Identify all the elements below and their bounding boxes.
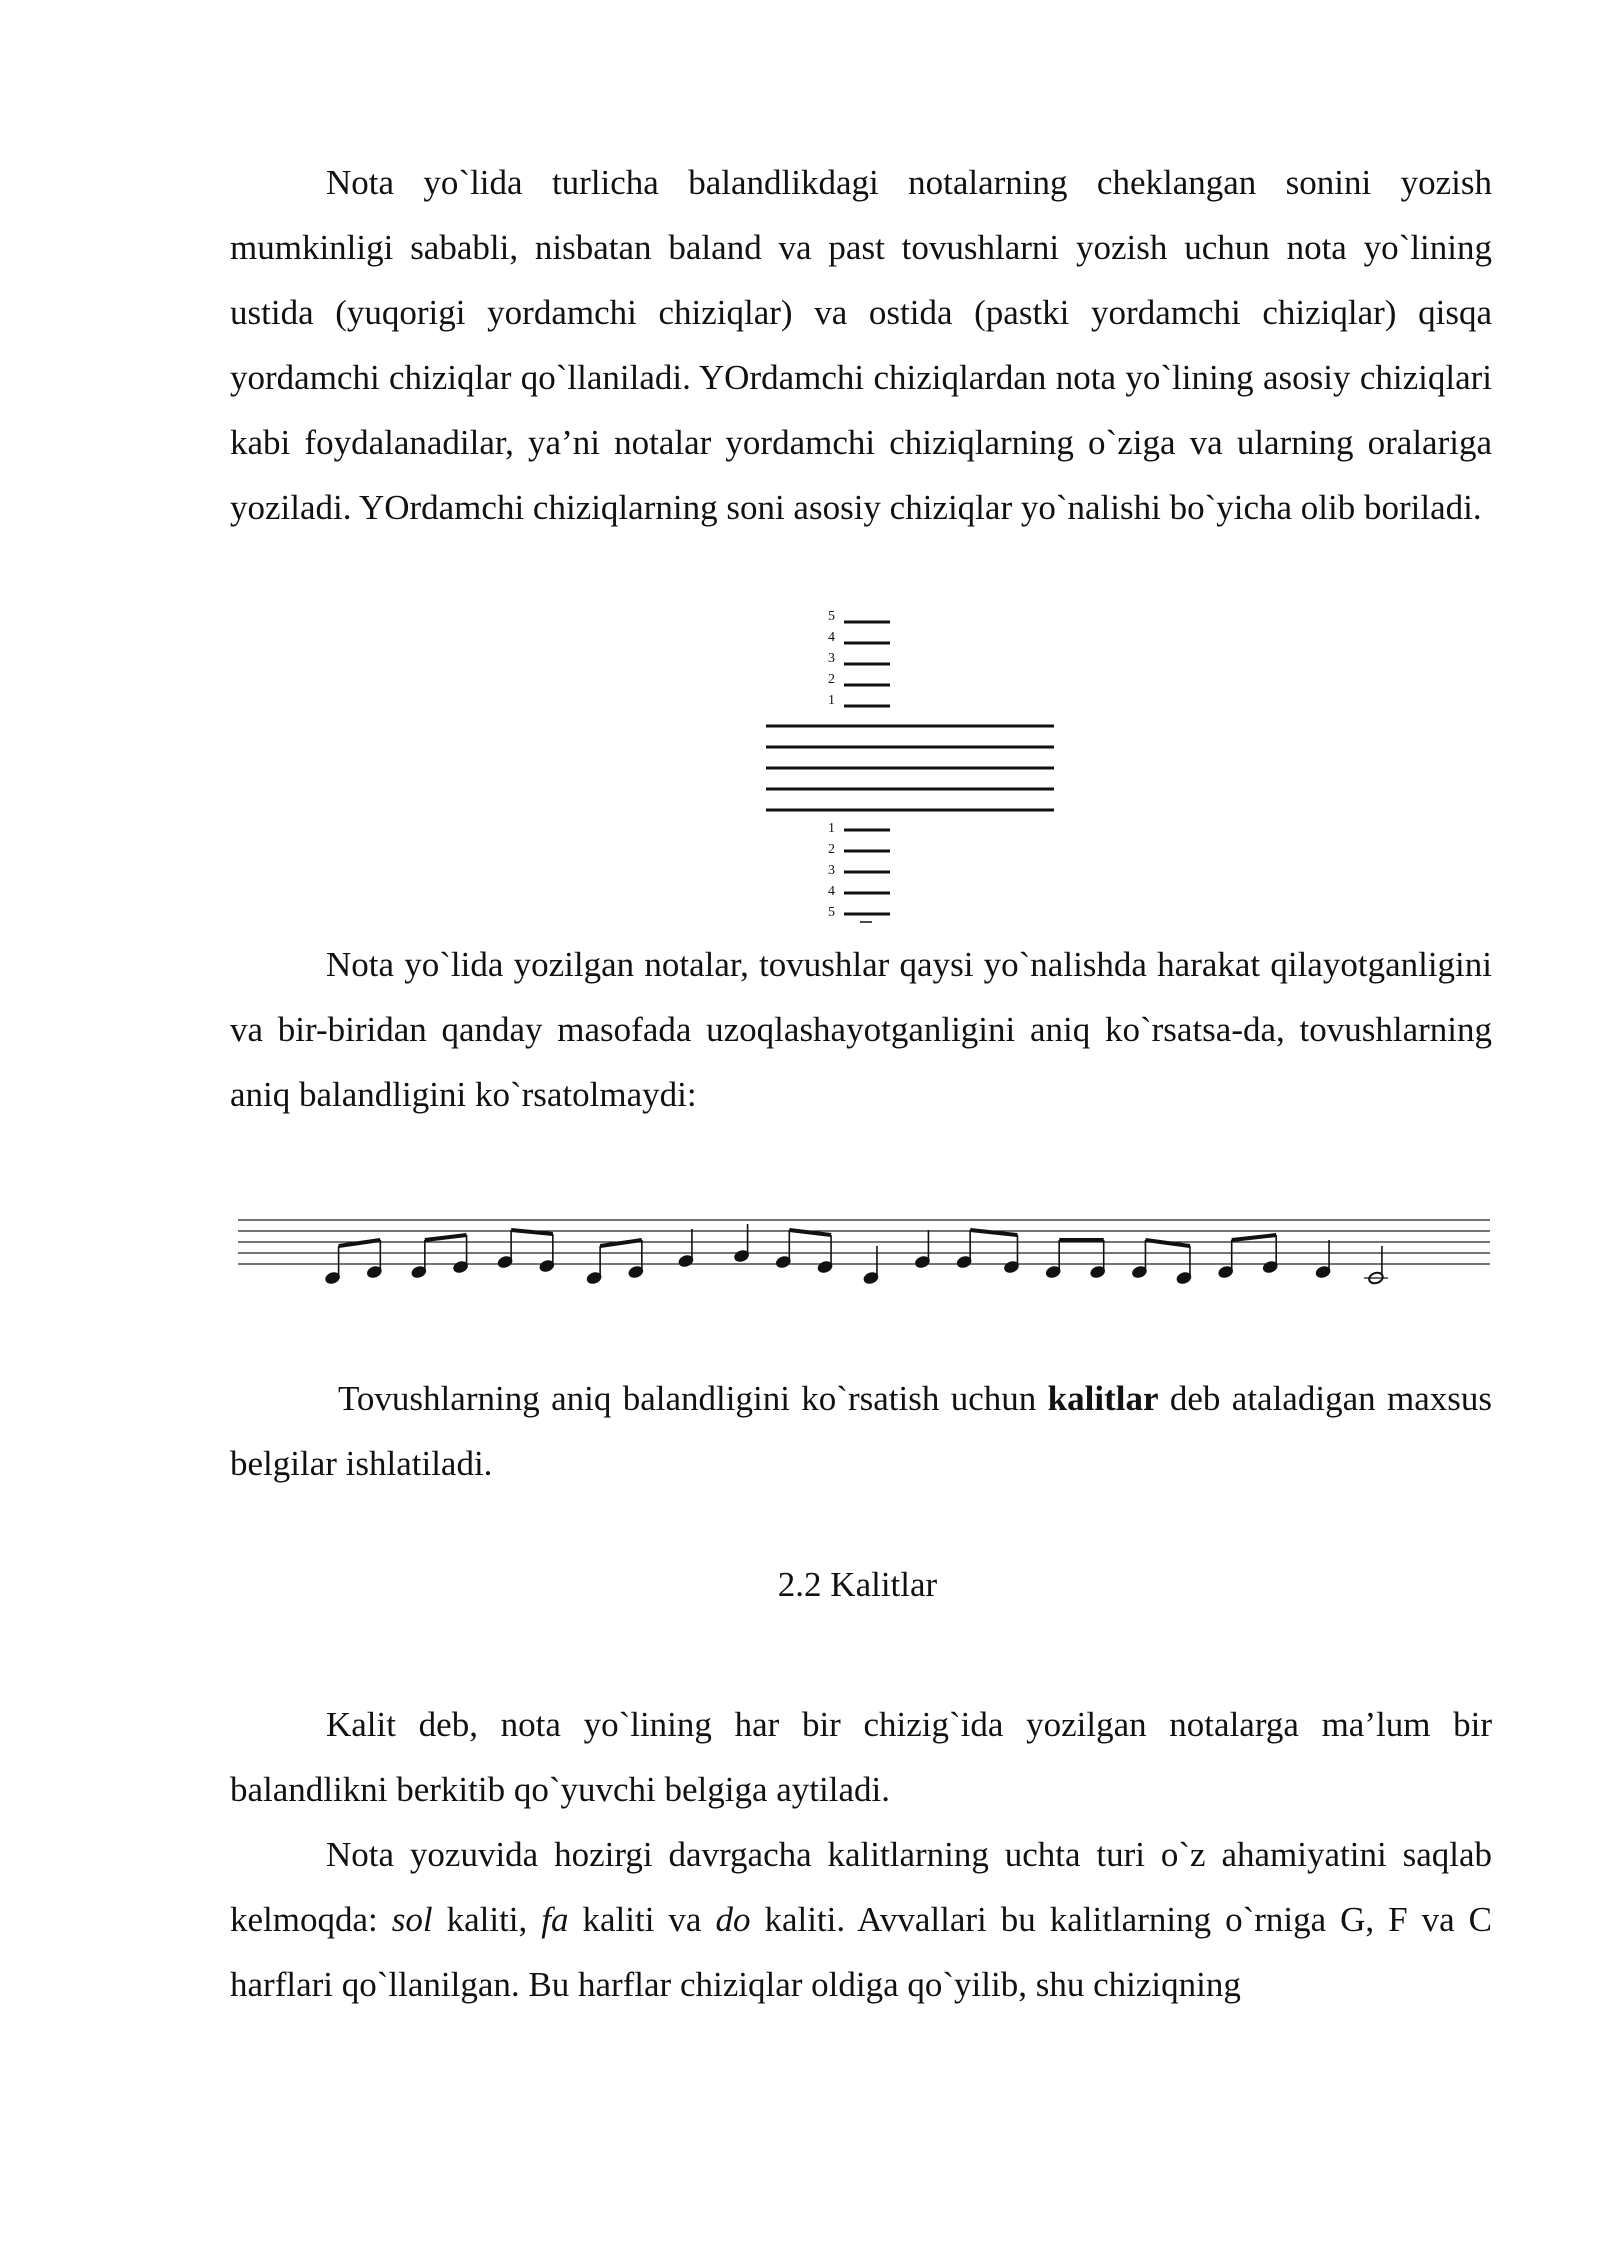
lower-ledger-number: 4 — [828, 884, 835, 899]
paragraph-key-types — [230, 1822, 1492, 2017]
note-beam — [339, 1240, 381, 1246]
melody-staff-figure — [238, 1198, 1490, 1294]
text-run: kaliti va — [568, 1900, 716, 1939]
ledger-lines-diagram — [760, 604, 1060, 934]
term-sol: sol — [391, 1900, 433, 1939]
ledger-lines-figure — [760, 604, 1060, 934]
text-run: deb ataladigan maxsus belgilar ishlatiladi. — [230, 1379, 1492, 1483]
upper-ledger-number: 1 — [828, 693, 835, 708]
note-beam — [1145, 1240, 1190, 1246]
lower-ledger-number: 5 — [828, 905, 835, 920]
melody-staff-diagram — [238, 1198, 1490, 1294]
upper-ledger-number: 4 — [828, 630, 835, 645]
term-fa: fa — [541, 1900, 569, 1939]
note-beam — [425, 1235, 467, 1240]
section-heading: 2.2 Kalitlar — [777, 1565, 938, 1604]
lower-ledger-number: 2 — [828, 842, 835, 857]
lower-ledger-number: 3 — [828, 863, 835, 878]
text-run: Nota yozuvida hozirgi davrgacha kalitlarning uchta turi o`z ahamiyatini saqlab kelmoqda: — [230, 1835, 1492, 1939]
paragraph-key-definition: Kalit deb, nota yo`lining har bir chizig`ida yozilgan notalarga ma’lum bir balandlikni berkitib qo`yuvchi belgiga aytiladi. — [230, 1705, 1492, 1809]
paragraph-keys-intro — [230, 1366, 1492, 1496]
text-run: kaliti. Avvallari bu kalitlarning o`rniga G, F va C harflari qo`llanilgan. Bu harflar chiziqlar oldiga qo`yilib, shu chiziqning — [230, 1900, 1492, 2004]
upper-ledger-number: 2 — [828, 672, 835, 687]
term-kalitlar: kalitlar — [1047, 1379, 1159, 1418]
paragraph-ledger-lines-intro: Nota yo`lida turlicha balandlikdagi notalarning cheklangan sonini yozish mumkinligi sababli, nisbatan baland va past tovushlarni yozish uchun nota yo`lining ustida (yuqorigi yordamchi chiziqlar) va ostida (pastki yordamchi chiziqlar) qisqa yordamchi chiziqlar qo`llaniladi. YOrdamchi chiziqlardan nota yo`lining asosiy chiziqlari kabi foydalanadilar, ya’ni notalar yordamchi chiziqlarning o`ziga va ularning oralariga yoziladi. YOrdamchi chiziqlarning soni asosiy chiziqlar yo`nalishi bo`yicha olib boriladi. — [230, 163, 1492, 527]
paragraph-staff-limitation: Nota yo`lida yozilgan notalar, tovushlar qaysi yo`nalishda harakat qilayotganligini va bir-biridan qanday masofada uzoqlashayotganligini aniq ko`rsatsa-da, tovushlarning aniq balandligini ko`rsatolmaydi: — [230, 945, 1492, 1114]
upper-ledger-number: 5 — [828, 609, 835, 624]
note-beam — [600, 1240, 642, 1246]
text-run: Tovushlarning aniq balandligini ko`rsatish uchun — [338, 1379, 1048, 1418]
text-run: kaliti, — [432, 1900, 542, 1939]
upper-ledger-number: 3 — [828, 651, 835, 666]
term-do: do — [715, 1900, 751, 1939]
lower-ledger-number: 1 — [828, 821, 835, 836]
note-beam — [1232, 1235, 1277, 1240]
